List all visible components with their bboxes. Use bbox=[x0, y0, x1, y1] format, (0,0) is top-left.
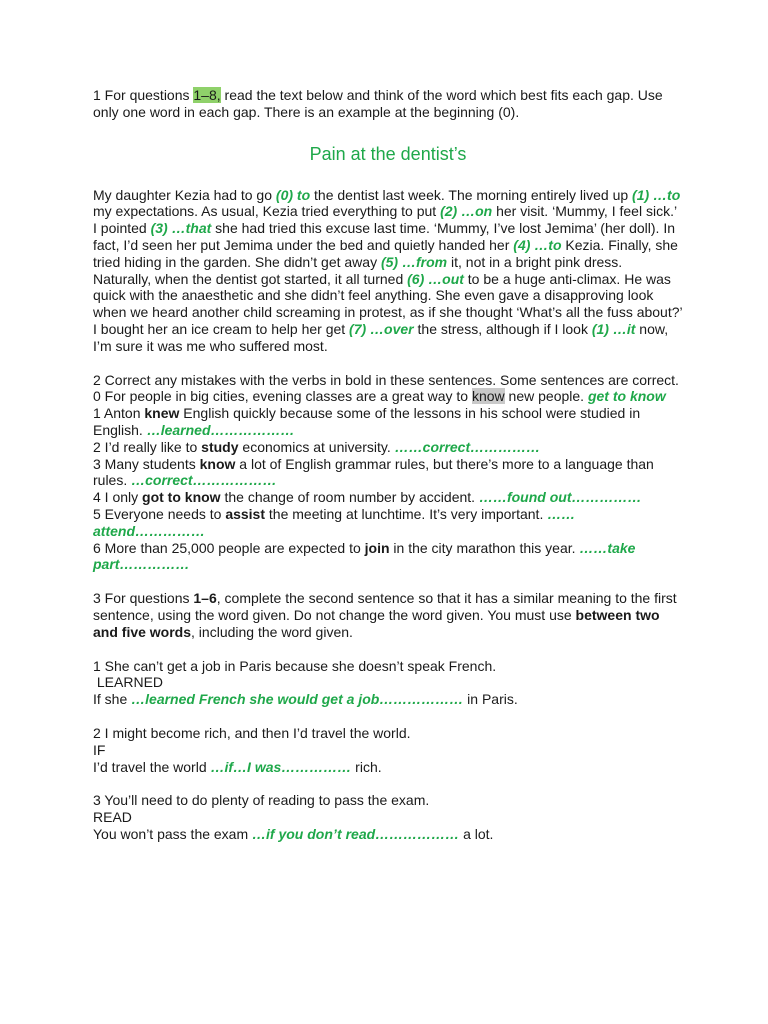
section3-instructions bbox=[93, 590, 683, 640]
answer-3: (3) …that bbox=[150, 220, 212, 237]
document-body bbox=[93, 87, 683, 843]
text: If she bbox=[93, 691, 132, 708]
text: 6 More than 25,000 people are expected to bbox=[93, 539, 365, 556]
text: My daughter Kezia had to go bbox=[93, 186, 276, 203]
text: economics at university. bbox=[238, 438, 395, 455]
highlighted-word: know bbox=[471, 388, 505, 405]
s2-question-6 bbox=[93, 540, 683, 574]
text: it, not in a bright pink dress. Naturally, when the dentist got started, it all turned bbox=[93, 253, 623, 287]
s2-question-5 bbox=[93, 506, 683, 540]
s2-question-2 bbox=[93, 439, 683, 456]
answer-5: (5) …from bbox=[380, 253, 448, 270]
text: 5 Everyone needs to bbox=[93, 505, 226, 522]
section1-instructions bbox=[93, 87, 683, 121]
answer: ……correct…………… bbox=[394, 438, 541, 455]
text: her visit. ‘Mummy, I feel sick.’ I pointed bbox=[93, 203, 677, 237]
answer-8: (1) …it bbox=[591, 320, 636, 337]
s3-q2-sentence: 2 I might become rich, and then I’d travel the world. bbox=[93, 724, 411, 741]
text: 4 I only bbox=[93, 489, 143, 506]
text: in Paris. bbox=[463, 691, 518, 708]
text: 2 I’d really like to bbox=[93, 438, 202, 455]
answer: …learned French she would get a job……………… bbox=[131, 691, 464, 708]
s2-question-0 bbox=[93, 388, 683, 405]
s3-q1-answer-line bbox=[93, 691, 683, 708]
bold-text: 1–6 bbox=[193, 590, 217, 607]
s2-question-3 bbox=[93, 456, 683, 490]
text: to be a huge anti-climax. He was quick with the anaesthetic and she didn’t feel anything. She even gave a disapproving look when we heard another child screaming in protest, as if she thought ‘What’s all the fuss about?’ I bought her an ice cream to help her get bbox=[93, 270, 683, 337]
text: now, I’m sure it was me who suffered most. bbox=[93, 320, 669, 354]
text: a lot. bbox=[459, 825, 494, 842]
s3-q1-sentence: 1 She can’t get a job in Paris because she doesn’t speak French. bbox=[93, 657, 497, 674]
text: the change of room number by accident. bbox=[220, 489, 479, 506]
answer-0: (0) to bbox=[275, 186, 311, 203]
bold-verb: join bbox=[364, 539, 390, 556]
bold-text: between two and five words bbox=[93, 606, 660, 640]
text: 0 For people in big cities, evening classes are a great way to bbox=[93, 388, 472, 405]
text: 3 For questions bbox=[93, 590, 194, 607]
text: You won’t pass the exam bbox=[93, 825, 253, 842]
text: the dentist last week. The morning entirely lived up bbox=[310, 186, 633, 203]
text: in the city marathon this year. bbox=[389, 539, 580, 556]
answer-4: (4) …to bbox=[513, 236, 562, 253]
text: , complete the second sentence so that it has a similar meaning to the first sentence, using the word given. Do not change the word given. You must use bbox=[93, 590, 677, 623]
text: my expectations. As usual, Kezia tried everything to put bbox=[93, 203, 441, 220]
text: read the text below and think of the word which best fits each gap. Use only one word in each gap. There is an example at the beginning (0). bbox=[93, 87, 663, 120]
answer-6: (6) …out bbox=[407, 270, 464, 287]
s2-question-1 bbox=[93, 405, 683, 439]
s3-q3-sentence: 3 You’ll need to do plenty of reading to pass the exam. bbox=[93, 792, 430, 809]
s3-q3-answer-line bbox=[93, 826, 683, 843]
s3-q1-keyword: LEARNED bbox=[93, 674, 164, 691]
passage-title: Pain at the dentist’s bbox=[309, 143, 467, 164]
answer: ……found out…………… bbox=[478, 489, 642, 506]
text: Kezia. Finally, she tried hiding in the garden. She didn’t get away bbox=[93, 236, 678, 270]
text: I’d travel the world bbox=[93, 758, 211, 775]
answer: …if…I was…………… bbox=[210, 758, 352, 775]
bold-verb: study bbox=[201, 438, 239, 455]
highlighted-range: 1–8, bbox=[193, 87, 221, 103]
answer: …if you don’t read……………… bbox=[252, 825, 460, 842]
answer-7: (7) …over bbox=[349, 320, 414, 337]
section2-instructions: 2 Correct any mistakes with the verbs in bold in these sentences. Some sentences are correct. bbox=[93, 371, 679, 388]
answer: ……take part…………… bbox=[93, 539, 636, 573]
answer: …correct……………… bbox=[131, 472, 277, 489]
bold-verb: assist bbox=[225, 505, 266, 522]
s3-q2-keyword: IF bbox=[93, 741, 106, 758]
text: the stress, although if I look bbox=[413, 320, 592, 337]
text: rich. bbox=[351, 758, 382, 775]
s3-q2-answer-line bbox=[93, 759, 683, 776]
bold-verb: knew bbox=[144, 405, 180, 422]
answer: …learned……………… bbox=[146, 421, 295, 438]
text: new people. bbox=[504, 388, 588, 405]
text: 1 For questions bbox=[93, 87, 194, 103]
text: she had tried this excuse last time. ‘Mummy, I’ve lost Jemima’ (her doll). In fact, I’d seen her put Jemima under the bed and quietly handed her bbox=[93, 220, 675, 253]
text: a lot of English grammar rules, but there’s more to a language than rules. bbox=[93, 455, 654, 489]
bold-verb: know bbox=[199, 455, 236, 472]
s2-question-4 bbox=[93, 489, 683, 506]
answer: get to know bbox=[587, 388, 666, 405]
answer-2: (2) …on bbox=[440, 203, 493, 220]
text: , including the word given. bbox=[191, 623, 353, 640]
answer-1: (1) …to bbox=[632, 186, 681, 203]
text: 3 Many students bbox=[93, 455, 200, 472]
bold-verb: got to know bbox=[142, 489, 221, 506]
text: English quickly because some of the lessons in his school were studied in English. bbox=[93, 405, 641, 438]
text: 1 Anton bbox=[93, 405, 145, 422]
cloze-passage bbox=[93, 187, 683, 355]
answer: ……attend…………… bbox=[93, 505, 576, 539]
text: the meeting at lunchtime. It’s very important. bbox=[265, 505, 548, 522]
s3-q3-keyword: READ bbox=[93, 809, 132, 826]
